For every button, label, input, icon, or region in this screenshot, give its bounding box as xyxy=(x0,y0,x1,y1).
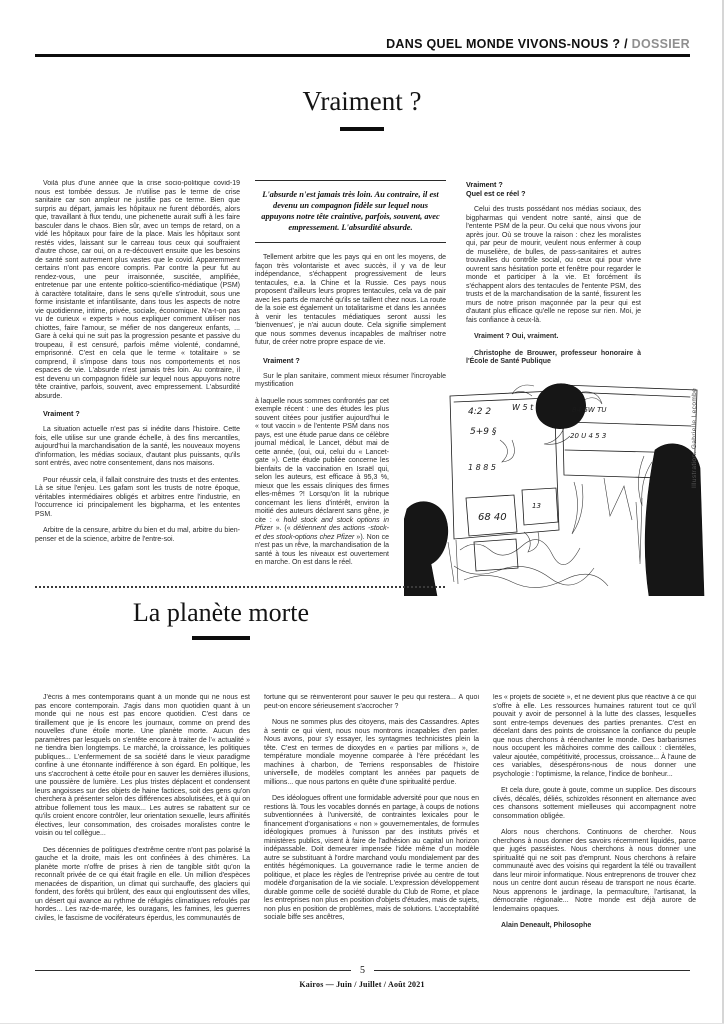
dotted-separator xyxy=(35,586,445,588)
illustration-number: B4 5W TU xyxy=(572,406,607,414)
paragraph: Des décennies de politiques d'extrême centre n'ont pas polarisé la gauche et la droite, mais les ont confinées à des chimères. La planète morte n'offre de prises à rien de tangible sitôt qu'on la reconnaît privée de ce qui était fragile en elle. Un million d'espèces menacées de disparition, un climat qui surchauffe, des glaciers qui fondent, des forêts qui brûlent, des eaux qui engloutissent des villes, un désert qui avance au rythme de réfugiés climatiques refoulés par hordes... Les raz-de-marée, les ouragans, les famines, les guerres civiles, le fascisme de vociférateurs éperdus, les communautés de xyxy=(35,846,250,922)
kicker-dossier-label: DOSSIER xyxy=(631,37,690,51)
article1-column-1 xyxy=(35,180,240,584)
quoted-english-phrase: hold stock and stock options in Pfizer xyxy=(255,516,389,532)
header-rule xyxy=(35,54,690,57)
paragraph: fortune qui se réinventeront pour sauver le peu qui restera... À quoi peut-on encore sérieusement s'accrocher ? xyxy=(264,694,479,710)
illustration-number: 68 40 xyxy=(478,512,507,523)
article2-column-3 xyxy=(493,694,696,974)
paragraph: J'écris à mes contemporains quant à un monde qui ne nous est pas encore contemporain. J'agis dans mon quotidien quant à un monde qui ne nous est pas encore quotidien. C'est dans ce tiraillement que je lis encore les journaux, comme on prend des nouvelles d'une étoile morte. Une planète morte. Aucun des paramètres par lesquels on s'entête encore à traiter de l'« actualité » ne tiendra bien longtemps. Le marché, la croissance, les politiques publiques... L'enfermement de sa société dans le vieux paradigme confine à une étonnante indifférence à son égard. En politique, les uns s'accrochent à cette étoile pour en sauver les dernières illusions, une poussière de lumière. Les plus tristes déplacent et condensent leurs angoisses sur des objets de haine factices, soit des gens qu'on cherchera à présenter selon des différences absolutisées, et à qui on attribue follement tous les maux... Les autres se rabattent sur ce qu'ils croient encore contrôler, leur orientation sexuelle, leurs affinités électives, leur consommation, des croisades moralistes contre le voisin ou tel collègue... xyxy=(35,694,250,837)
article2-column-2 xyxy=(264,694,479,974)
illustration-number: 1 8 8 5 xyxy=(468,463,496,472)
kicker-title: DANS QUEL MONDE VIVONS-NOUS ? xyxy=(386,37,621,51)
article2-title-underline xyxy=(192,636,250,640)
footer-page-number-row xyxy=(35,965,690,976)
subhead-vraiment-reel xyxy=(466,180,641,198)
paragraph: les « projets de société », et ne devient plus que réactive à ce qui s'offre à elle. Les ressources humaines raturent tout ce qu'il pouvait y avoir de personnel à la lutte des classes, lesquelles sont entre-temps devenues des parties prenantes. C'est en décelant dans des points de croissance la confiance du peuple que nous cherchons à réenchanter le monde. Des barbarismes nous occupent les mâchoires comme des cailloux : clientèles, valeur ajoutée, compétitivité, processus, croissance... À l'aune de ces variables, désespérons-nous de nous donner une psychologie : l'optimisme, la relance, l'indice de bonheur... xyxy=(493,694,696,778)
paragraph-text: à laquelle nous sommes confrontés par cet exemple récent : une des études les plus souvent citées pour justifier aujourd'hui le « tout vaccin » de l'entente PSM dans nos pays, est une étude parue dans ce célèbre journal médical, le Lancet, début mai de cette année, (oui, oui, celui du « Lancet-gate »). Cette étude publiée concerne les bienfaits de la vaccination en Israël qui, selon les auteurs, est efficace à 95,3 %, mieux que les essais cliniques des firmes elles-mêmes ?! Lorsqu'on lit la rubrique concernant les liens d'intérêt, environ la moitié des auteurs déclarent sans gêne, je cite : « xyxy=(255,397,389,524)
illustration-number: W 5 t xyxy=(512,403,534,412)
illustration-number: 20 U 4 5 3 xyxy=(570,432,607,440)
footer-rule-right xyxy=(374,970,690,971)
ink-illustration xyxy=(404,382,706,596)
paragraph: Voilà plus d'une année que la crise socio-politique covid-19 nous est tombée dessus. Je n'utilise pas le terme de crise sanitaire car son ampleur ne justifie pas ce terme. Bien que surpris au départ, jamais les hôpitaux ne furent débordés, alors que, travaillant à flux tendu, une pichenette aurait suffi à les faire basculer dans le chaos. Bien sûr, avec un temps de retard, on a vidé les hôpitaux pour faire de la place. Mais les hôpitaux sont restés vides, laissant sur le carreau tous ceux qui souffraient d'autre chose, car oui, on a re-découvert ensuite que les besoins de santé sont autrement plus vastes que le covid. Apparemment certains n'ont pas encore compris. Par contre la peur fut au rendez-vous, une peur irraisonnée, suscitée, amplifiée, entretenue par une entente politico-scientifico-médiatique (PSM) à caractère totalitaire, dans le sens qu'elle s'introduit, sous une forme insistante et infantilisante, dans tous les aspects de notre vie quotidienne, intime, privée, sociale, économique. N'a-t-on pas vu de curieux « experts » nous expliquer comment utiliser nos chiottes, faire l'amour, se méfier de nos dangereux enfants, ... Gare à celui qui ne suit pas la progression pesante et passive du troupeau, il est censuré, parfois même violenté, condamné, emprisonné. C'est en cela que le terme « totalitaire » se comprend, il s'impose dans tous nos comportements et nos espaces de vie. L'absurde n'est jamais très loin. Au contraire, il est devenu un compagnon fidèle sur lequel nous appuyons notre tête craintive, parfois, souvent, avec empressement. L'absurdité absurde. xyxy=(35,180,240,400)
subhead-vraiment: Vraiment ? xyxy=(263,355,300,365)
subhead-line1: Vraiment ? xyxy=(466,180,503,189)
illustration-number: 13 xyxy=(532,502,541,510)
kicker-separator: / xyxy=(620,37,632,51)
page-number: 5 xyxy=(360,965,365,976)
paragraph: Nous ne sommes plus des citoyens, mais des Cassandres. Aptes à sentir ce qui vient, nous nous montrons incapables d'en parler. Nous avons, pour s'y essayer, les syntagmes technicistes plein la tête. C'est en termes de dioxydes en « parties par millions », de température mondiale moyenne comparée à l'ère précédant les machines à charbon, de Terriens responsables de l'histoire universelle, de modèles comptant les années par paquets de millions... que nous partons en quête d'une spiritualité perdue. xyxy=(264,719,479,786)
illustration-number: 4:2 2 xyxy=(468,407,492,417)
article1-title-underline xyxy=(340,127,384,131)
subhead-vraiment: Vraiment ? xyxy=(43,409,80,418)
paragraph: Arbitre de la censure, arbitre du bien et du mal, arbitre du bien-penser et de la science, arbitre de l'entre-soi. xyxy=(35,527,240,543)
illustration-number: 5+9 § xyxy=(470,427,497,437)
subhead-line2: Quel est ce réel ? xyxy=(466,189,526,198)
pull-quote: L'absurde n'est jamais très loin. Au contraire, il est devenu un compagnon fidèle sur lequel nous appuyons notre tête craintive, parfois, souvent, avec empressement. L'absurdité absurde. xyxy=(255,180,446,243)
paragraph: Tellement arbitre que les pays qui en ont les moyens, de façon très volontariste et avec succès, il y va de leur indépendance, s'échappent progressivement de leurs tentacules, e.a. la Chine et la Russie. Ces pays nous proposent d'ailleurs leurs propres tentacules, cela va de pair avec les parts de marché qu'ils se taillent chez nous. La route de la soie est également un totalitarisme et dans les années à venir les tentacules médiatiques seront aussi les 'bienvenues', je n'ai aucun doute. Cela signifie simplement que nous sommes devenus incapables de maîtriser notre futur, de créer notre propre espace de vie. xyxy=(255,254,446,346)
article2-title: La planète morte xyxy=(132,598,310,627)
quoted-french-translation: détiennent des actions -stock- et des stock-options chez Pfizer xyxy=(255,525,389,541)
article2-columns xyxy=(35,694,696,974)
paragraph: La situation actuelle n'est pas si inédite dans l'histoire. Cette fois, elle utilise sur une grande échelle, à des fins mercantiles, aujourd'hui la marchandisation de la santé, les nouveaux moyens d'information, les médias sociaux, d'autant plus puissants, qu'ils sont entrés, avec notre consentement, dans nos maisons. xyxy=(35,426,240,467)
author-signature: Alain Deneault, Philosophe xyxy=(501,922,592,929)
footer-issue-credit: Kairos — Juin / Juillet / Août 2021 xyxy=(299,980,425,989)
paragraph-text: ». (« xyxy=(272,525,294,532)
paragraph xyxy=(255,398,389,568)
article2-column-1 xyxy=(35,694,250,974)
paragraph: Celui des trusts possédant nos médias sociaux, des bigpharmas qui vendent notre santé, ainsi que de l'entente PSM de la peur. Ou celui que nous vivons jour après jour. Où se trouve la raison : chez les moralistes qui, par peur de mourir, veulent nous enfermer à coup de muselière, de bulles, de pass-sanitaires et autres trouvailles du contrôle social, ou ceux qui pour vivre ouvrent sans hésitation porte et fenêtre pour regarder le monde et participer à la vie. Et forcément ils s'échappent alors des tentacules de l'entente PSM, des trusts et de la marchandisation de la santé, fissurent les murs de notre prison maçonnée par la peur qui est d'autant plus efficace qu'elle ne repose sur rien. Moi, je fais confiance à ceux-là. xyxy=(466,206,641,324)
paragraph-text: »). Non ce n'est pas un rêve, la marchandisation de la santé à tous les niveaux est ouvertement en marche. On est dans le réel. xyxy=(255,533,389,566)
paragraph: Des idéologues offrent une formidable adversité pour que nous en restions là. Tous les vocables donnés en partage, à coups de notions subventionnées à l'université, de contraintes lexicales pour le financement d'organisations « non » gouvernementales, de formules idéologiques promues à l'unisson par des instituts privés et ministères publics, visent à faire de l'adhésion au capital un horizon indépassable. Doit demeurer impensée l'idée même d'un modèle autre se substituant à l'ordre marchand voulu mondialement par des entités hégémoniques. La gouvernance radie le terme ancien de politique, et place les règles de l'entreprise privée au centre de tout modèle d'organisation de la vie sociale. L'expression développement durable gomme celle de société durable du Club de Rome, et place les entreprises non plus en position d'objets d'études, mais de sujets, non plus en position de problèmes, mais de solutions. L'acceptabilité sociale biffe ses ancêtres, xyxy=(264,795,479,921)
author-signature: Christophe de Brouwer, professeur honoraire à l'École de Santé Publique xyxy=(466,349,641,365)
paragraph: Pour réussir cela, il fallait construire des trusts et des ententes. Là se situe l'enjeu. Les gafam sont les trusts de notre époque, véritables intermédiaires obligés et arbitres entre l'industrie, en l'occurrence ici principalement les bigpharma, et les ententes PSM. xyxy=(35,476,240,518)
section-kicker xyxy=(35,37,690,51)
footer-rule-left xyxy=(35,970,351,971)
paragraph: Alors nous cherchons. Continuons de chercher. Nous cherchons à nous donner des savoirs récemment liquidés, parce que jugés passéistes. Nous cherchons à nous donner une spiritualité qui ne soit pas d'emprunt. Nous cherchons à refaire communauté avec des voisins qui regardent la télé ou travaillent dans leur miroir informatique. Nous entreprenons de trouver chez nous un centre dont aucun réseau de transport ne nous écarte. Nous apprenons le jardinage, la permaculture, l'artisanat, la démocratie régionale... Notre monde est déjà aurore de lendemains opaques. xyxy=(493,829,696,913)
article1-title: Vraiment ? xyxy=(302,86,422,116)
emphasis-line: Vraiment ? Oui, vraiment. xyxy=(474,333,559,340)
paragraph: Et cela dure, goute à goute, comme un supplice. Des discours clivés, décalés, déliés, schizoïdes résonnent en alternance avec ces chansons sottement mielleuses qui accompagnent notre consommation obligée. xyxy=(493,787,696,820)
illustration-credit: Illustration: Gabrielle Lecombe xyxy=(691,387,698,488)
article2-title-block xyxy=(35,598,407,640)
article1-title-block xyxy=(0,86,724,131)
paragraph: Sur le plan sanitaire, comment mieux résumer l'incroyable mystification xyxy=(255,372,446,388)
